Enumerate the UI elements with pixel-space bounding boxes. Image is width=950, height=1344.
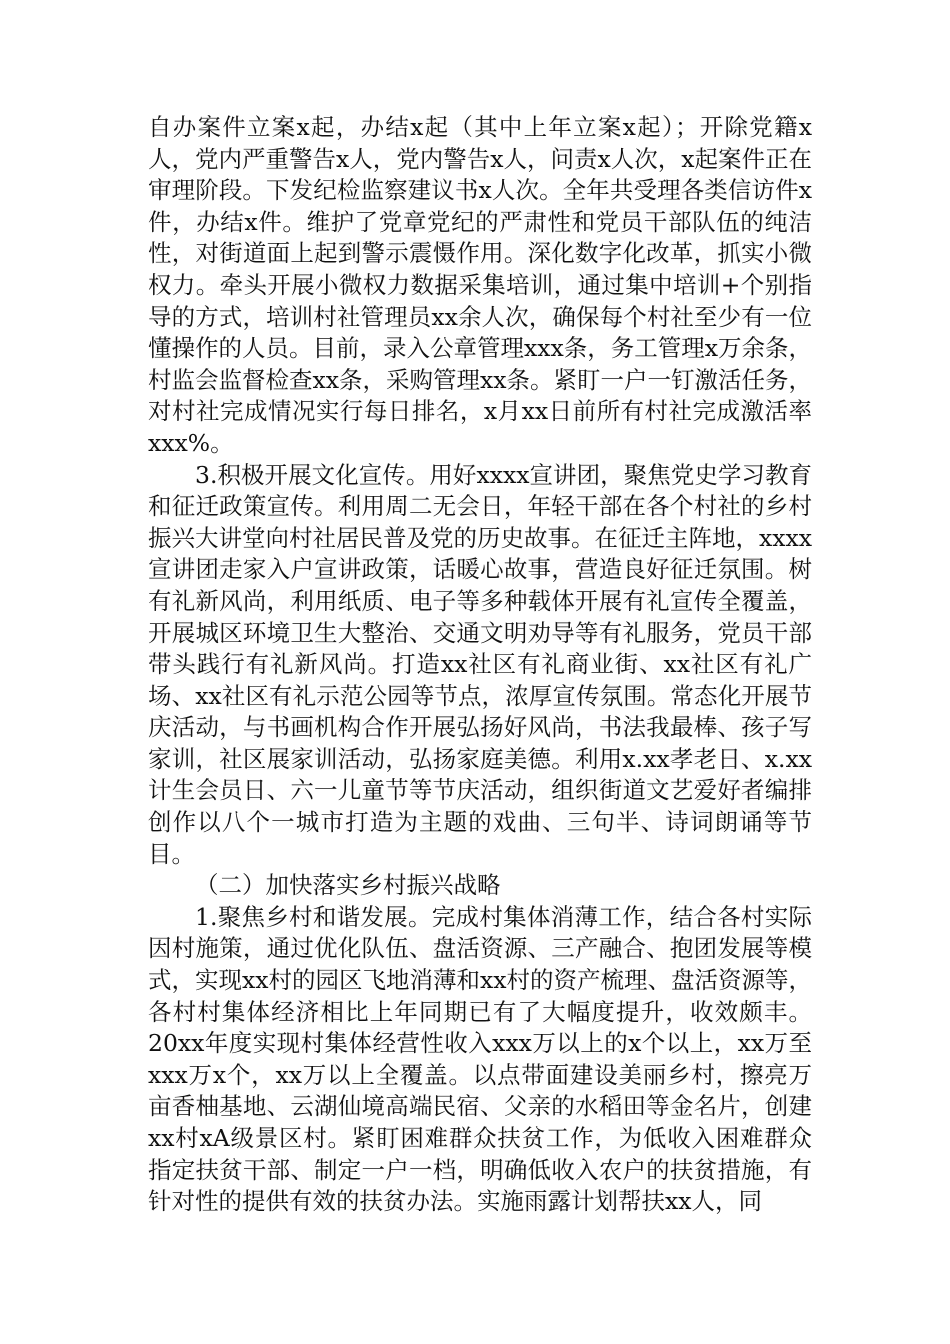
paragraph-culture-promotion: 3.积极开展文化宣传。用好xxxx宣讲团，聚焦党史学习教育和征迁政策宣传。利用周二无会日，年轻干部在各个村社的乡村振兴大讲堂向村社居民普及党的历史故事。在征迁主阵地，xxxx宣讲团走家入户宣讲政策，话暖心故事，营造良好征迁氛围。树有礼新风尚，利用纸质、电子等多种载体开展有礼宣传全覆盖，开展城区环境卫生大整治、交通文明劝导等有礼服务，党员干部带头践行有礼新风尚。打造xx社区有礼商业街、xx社区有礼广场、xx社区有礼示范公园等节点，浓厚宣传氛围。常态化开展节庆活动，与书画机构合作开展弘扬好风尚，书法我最棒、孩子写家训，社区展家训活动，弘扬家庭美德。利用x.xx孝老日、x.xx计生会员日、六一儿童节等节庆活动，组织街道文艺爱好者编排创作以八个一城市打造为主题的戏曲、三句半、诗词朗诵等节目。 xyxy=(148,460,813,868)
paragraph-case-handling: 自办案件立案x起，办结x起（其中上年立案x起）；开除党籍x人，党内严重警告x人，党内警告x人，问责x人次，x起案件正在审理阶段。下发纪检监察建议书x人次。全年共受理各类信访件x件，办结x件。维护了党章党纪的严肃性和党员干部队伍的纯洁性，对街道面上起到警示震慑作用。深化数字化改革，抓实小微权力。牵头开展小微权力数据采集培训，通过集中培训+个别指导的方式，培训村社管理员xx余人次，确保每个村社至少有一位懂操作的人员。目前，录入公章管理xxx条，务工管理x万余条，村监会监督检查xx条，采购管理xx条。紧盯一户一钉激活任务，对村社完成情况实行每日排名，x月xx日前所有村社完成激活率xxx%。 xyxy=(148,113,813,457)
document-page xyxy=(148,112,812,1218)
paragraph-rural-development: 1.聚焦乡村和谐发展。完成村集体消薄工作，结合各村实际因村施策，通过优化队伍、盘活资源、三产融合、抱团发展等模式，实现xx村的园区飞地消薄和xx村的资产梳理、盘活资源等，各村村集体经济相比上年同期已有了大幅度提升，收效颇丰。20xx年度实现村集体经营性收入xxx万以上的x个以上，xx万至xxx万x个，xx万以上全覆盖。以点带面建设美丽乡村，擦亮万亩香柚基地、云湖仙境高端民宿、父亲的水稻田等金名片，创建xx村xA级景区村。紧盯困难群众扶贫工作，为低收入困难群众指定扶贫干部、制定一户一档，明确低收入农户的扶贫措施，有针对性的提供有效的扶贫办法。实施雨露计划帮扶xx人，同 xyxy=(148,902,813,1216)
section-heading-rural-revitalization: （二）加快落实乡村振兴战略 xyxy=(195,871,501,900)
